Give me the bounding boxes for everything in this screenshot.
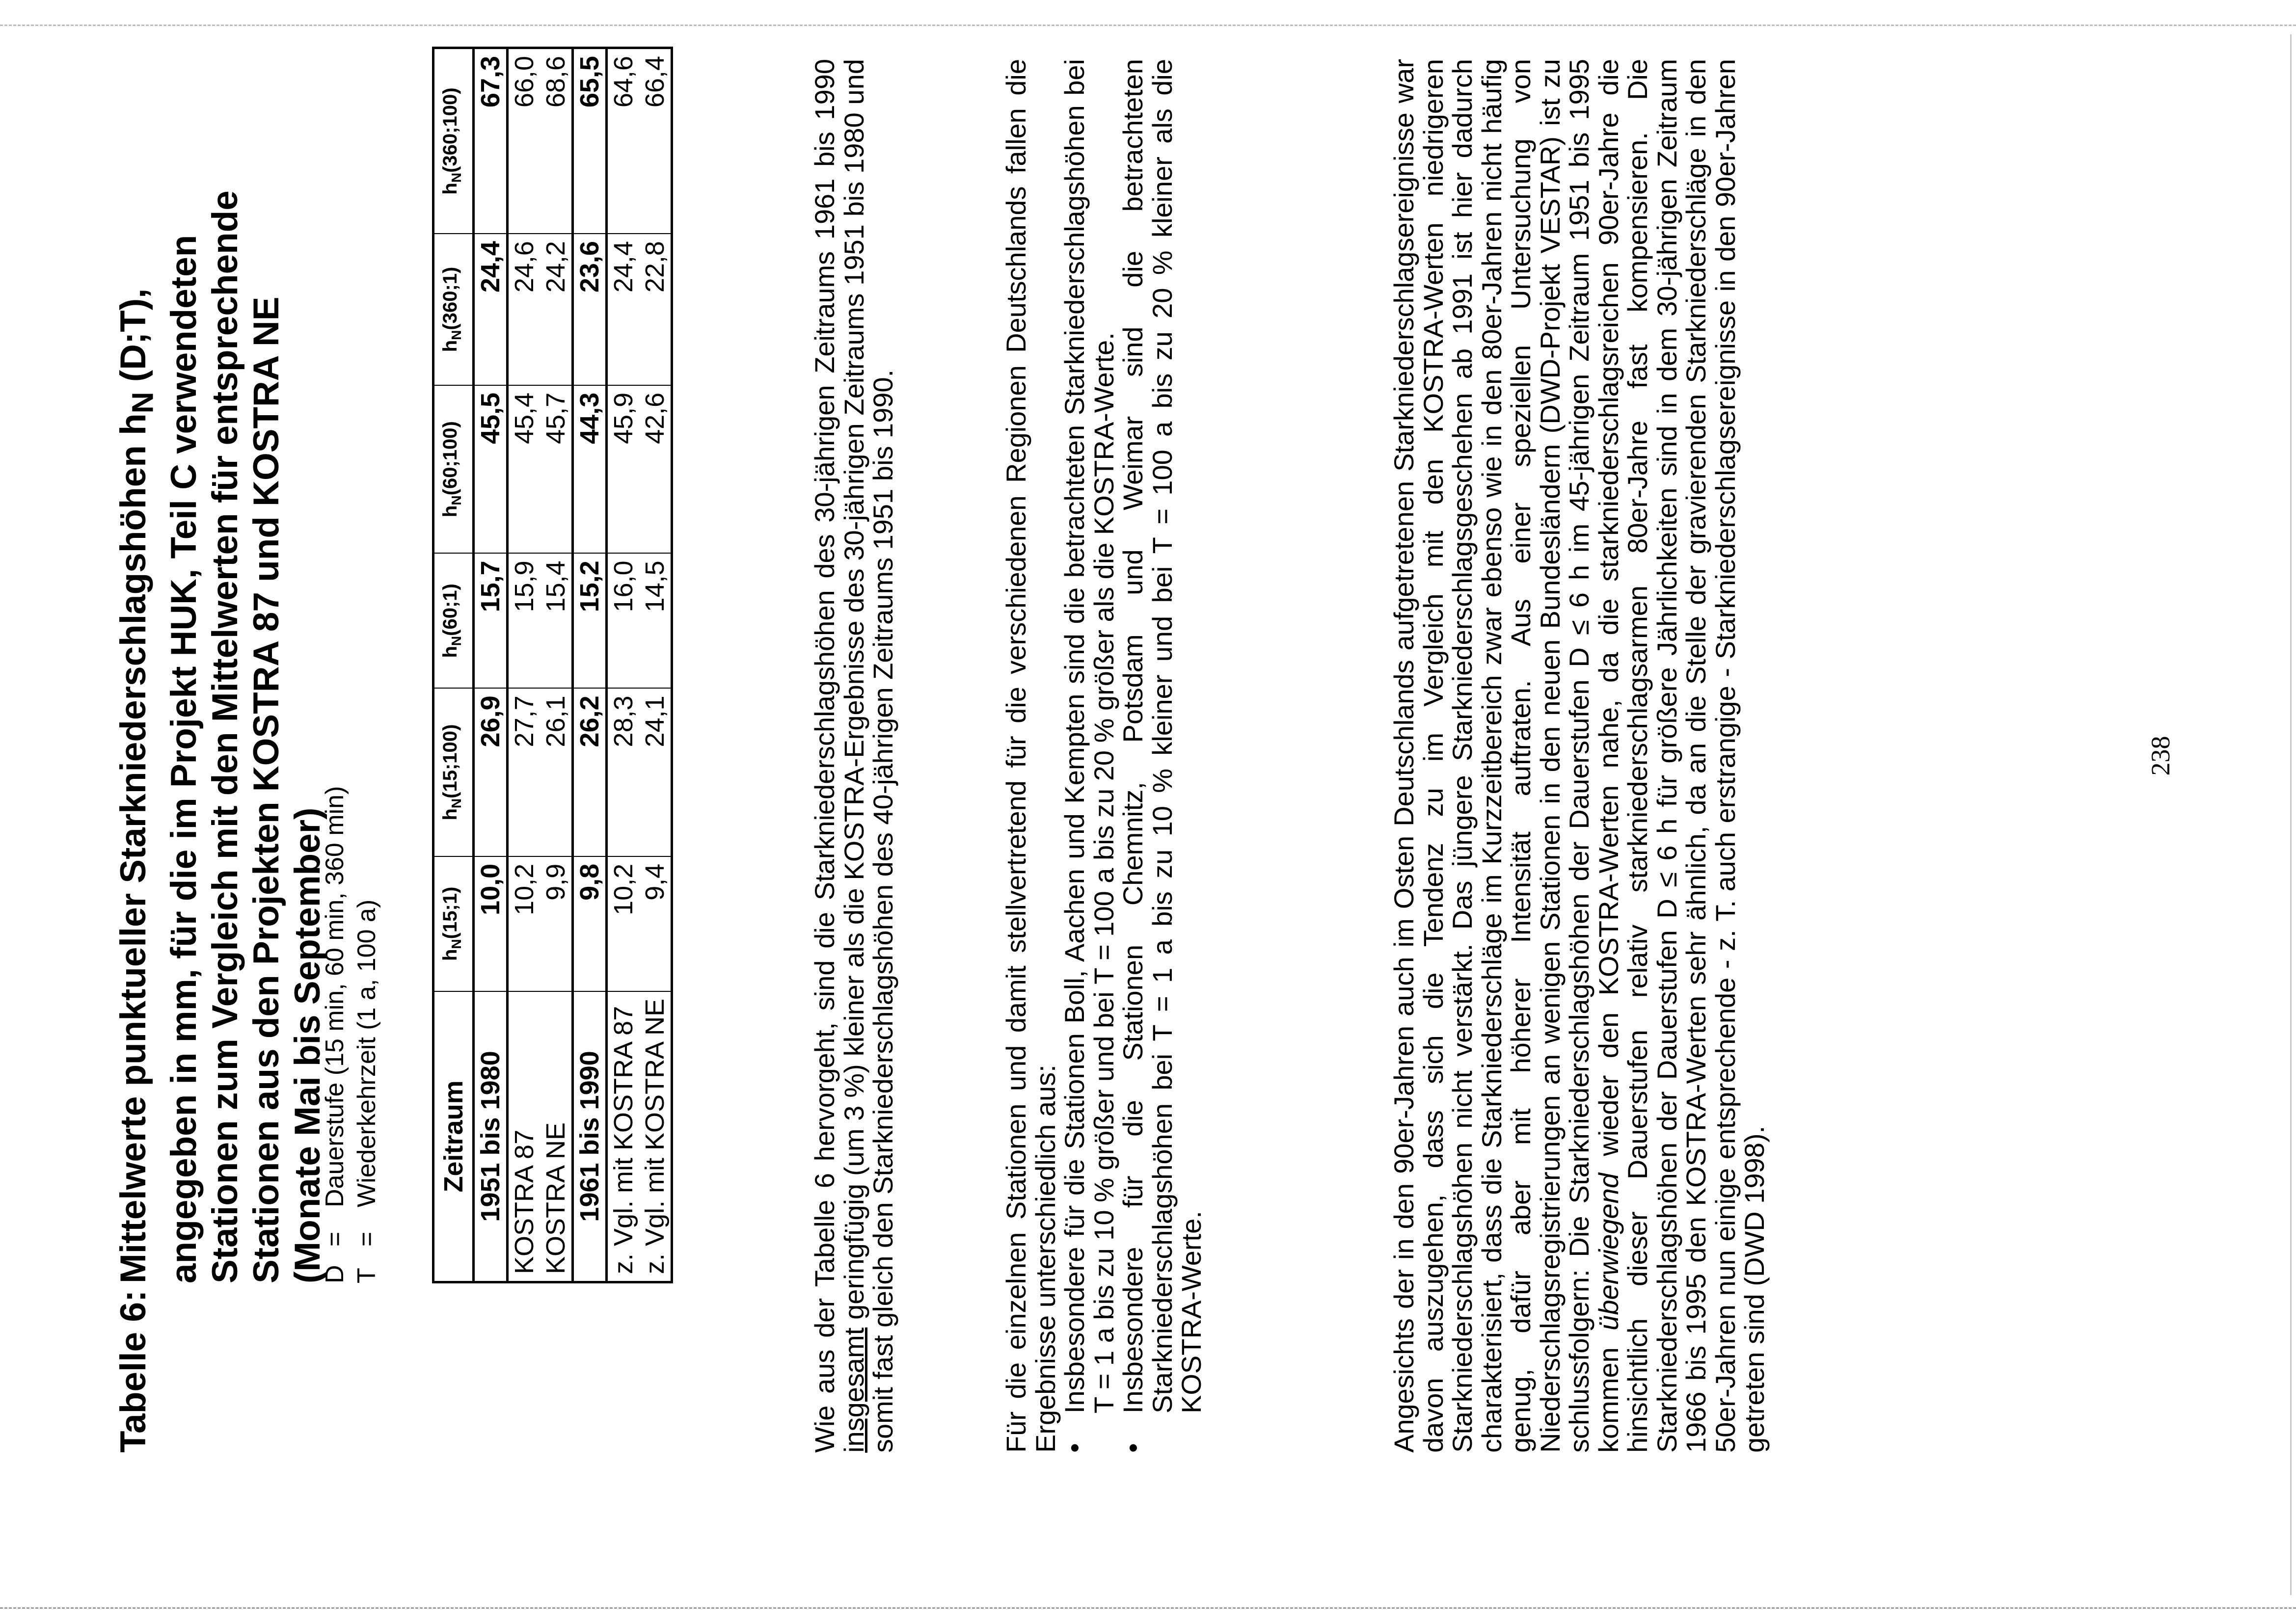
list-item: [1060, 59, 1118, 1453]
cell-value: 15,2: [573, 553, 607, 688]
cell-value: 14,5: [639, 553, 672, 688]
list-item: [1118, 59, 1206, 1453]
paragraph-text: Angesichts der in den 90er-Jahren auch im Osten Deutschlands aufgetretenen Starkniederschlagsereignisse war davon auszugehen, dass sich die Tendenz zu im Vergleich mit den KOSTRA-Werten niedrigeren Starkniederschlagshöhen nicht verstärkt. Das jüngere Starkniederschlagsgeschehen ab 1991 ist hier dadurch charakterisiert, dass die Starkniederschläge im Kurzzeitbereich zwar ebenso wie in den 80er-Jahren nicht häufig genug, dafür aber mit höherer Intensität auftraten. Aus einer speziellen Untersuchung von Niederschlagsregistrierungen an wenigen Stationen in den neuen Bundesländern (DWD-Projekt VESTAR) ist zu schlussfolgern: Die Starkniederschlagshöhen der Dauerstufen D ≤ 6 h im 45-jährigen Zeitraum 1951 bis 1995 kommen: [1388, 59, 1624, 1453]
header-column: $h_N(15;100)$: [433, 688, 474, 856]
cell-value: 15,7: [474, 553, 508, 688]
underlined-word: insgesamt: [838, 1327, 869, 1453]
table-row: [474, 48, 508, 1282]
cell-value: 10,2: [607, 856, 640, 991]
cell-value: 15,9: [508, 553, 540, 688]
paragraph-text: geringfügig (um 3 %) kleiner als die KOSTRA-Ergebnisse des 30-jährigen Zeitraums 1951 bis 1980 und somit fast gleich den Starkniederschlagshöhen des 40-jährigen Zeitraums 1951 bis 1990.: [838, 59, 898, 1453]
caption-text: [113, 177, 328, 1283]
caption-subscript: N: [126, 392, 160, 414]
paragraph-stations: [1001, 59, 1206, 1453]
table-caption: [113, 177, 328, 1453]
legend-row-t: [351, 786, 383, 1283]
cell-value: 9,8: [573, 856, 607, 991]
scan-line-bottom: [0, 1607, 2296, 1609]
cell-value: 10,0: [474, 856, 508, 991]
cell-value: 65,5: [573, 48, 607, 234]
cell-value: 16,0: [607, 553, 640, 688]
list-item-text: Insbesondere für die Stationen Chemnitz, Potsdam und Weimar sind die betrachteten Starkniederschlagshöhen bei T = 1 a bis zu 10 % kleiner und bei T = 100 a bis zu 20 % kleiner als die KOSTRA-Werte.: [1117, 59, 1207, 1413]
cell-period: z. Vgl. mit KOSTRA NE: [639, 991, 672, 1282]
cell-value: 24,6: [508, 234, 540, 385]
cell-value: 45,5: [474, 385, 508, 554]
caption-text-start: Mittelwerte punktueller Starkniederschlagshöhen h: [113, 413, 153, 1283]
scan-line-top: [0, 25, 2296, 26]
table-row: [540, 48, 573, 1282]
list-item-text: Insbesondere für die Stationen Boll, Aachen und Kempten sind die betrachteten Starkniederschlagshöhen bei T = 1 a bis zu 10 % größer und bei T = 100 a bis zu 20 % größer als die KOSTRA-Werte.: [1059, 59, 1119, 1413]
italic-word: überwiegend: [1593, 1173, 1624, 1330]
cell-value: 67,3: [474, 48, 508, 234]
legend-equals: =: [321, 1231, 349, 1247]
cell-value: 9,9: [540, 856, 573, 991]
cell-value: 66,0: [508, 48, 540, 234]
cell-value: 15,4: [540, 553, 573, 688]
header-column: $h_N(15;1)$: [433, 856, 474, 991]
cell-value: 26,2: [573, 688, 607, 856]
cell-value: 44,3: [573, 385, 607, 554]
table-header-row: [433, 48, 474, 1282]
cell-value: 42,6: [639, 385, 672, 554]
header-column: $h_N(360;1)$: [433, 234, 474, 385]
caption-text-rest: (D;T), angegeben in mm, für die im Projekt HUK, Teil C verwendeten Stationen zum Vergleich mit den Mittelwerten für entsprechende Stationen aus den Projekten KOSTRA 87 und KOSTRA NE (Monate Mai bis September): [113, 190, 327, 1283]
paragraph-text: Wie aus der Tabelle 6 hervorgeht, sind die Starkniederschlagshöhen des 30-jährigen Zeitraums 1961 bis 1990: [809, 59, 840, 1453]
cell-value: 45,4: [508, 385, 540, 554]
paragraph-summary: [810, 59, 898, 1453]
cell-period: 1961 bis 1990: [573, 991, 607, 1282]
cell-value: 24,4: [474, 234, 508, 385]
legend-equals: =: [352, 1231, 381, 1247]
table-row: [573, 48, 607, 1282]
legend-text: Dauerstufe (15 min, 60 min, 360 min): [321, 786, 349, 1207]
cell-period: 1951 bis 1980: [474, 991, 508, 1282]
header-column: $h_N(360;100)$: [433, 48, 474, 234]
cell-value: 10,2: [508, 856, 540, 991]
bullet-icon: •: [1117, 1443, 1148, 1453]
paragraph-east-germany: [1389, 59, 1769, 1453]
paragraph-intro: Für die einzelnen Stationen und damit stellvertretend für die verschiedenen Regionen Deutschlands fallen die Ergebnisse unterschiedlich aus:: [1000, 59, 1061, 1453]
page-number: 238: [2146, 736, 2175, 776]
header-column: $h_N(60;100)$: [433, 385, 474, 554]
cell-value: 24,4: [607, 234, 640, 385]
legend-key: T: [352, 1268, 381, 1283]
table-row: [607, 48, 640, 1282]
cell-value: 68,6: [540, 48, 573, 234]
cell-period: KOSTRA 87: [508, 991, 540, 1282]
bullet-list: [1060, 59, 1206, 1453]
paragraph-text: wieder den KOSTRA-Werten nahe, da die starkniederschlagsreichen 90er-Jahre die hinsichtlich dieser Dauerstufen relativ starkniederschlagsarmen 80er-Jahre fast kompensieren. Die Starkniederschlagshöhen der Dauerstufen D ≤ 6 h für größere Jährlichkeiten sind in dem 30-jährigen Zeitraum 1966 bis 1995 den KOSTRA-Werten sehr ähnlich, da an die Stelle der gravierenden Starkniederschläge in den 50er-Jahren nun einige entsprechende - z. T. auch erstrangige - Starkniederschlagsereignisse in den 90er-Jahren getreten sind (DWD 1998).: [1593, 59, 1770, 1453]
cell-value: 45,9: [607, 385, 640, 554]
table-row: [639, 48, 672, 1282]
cell-value: 28,3: [607, 688, 640, 856]
legend-text: Wiederkehrzeit (1 a, 100 a): [352, 899, 381, 1207]
cell-period: z. Vgl. mit KOSTRA 87: [607, 991, 640, 1282]
cell-value: 45,7: [540, 385, 573, 554]
rotated-page: [103, 56, 2263, 1453]
table-row: [508, 48, 540, 1282]
caption-label: Tabelle 6:: [113, 1290, 153, 1453]
cell-value: 66,4: [639, 48, 672, 234]
cell-value: 24,1: [639, 688, 672, 856]
header-column: $h_N(60;1)$: [433, 553, 474, 688]
cell-value: 64,6: [607, 48, 640, 234]
cell-value: 26,9: [474, 688, 508, 856]
cell-value: 23,6: [573, 234, 607, 385]
legend-row-d: [319, 786, 351, 1283]
scan-edge-right: [2290, 34, 2292, 1595]
legend-key: D: [321, 1265, 349, 1283]
cell-period: KOSTRA NE: [540, 991, 573, 1282]
cell-value: 22,8: [639, 234, 672, 385]
cell-value: 24,2: [540, 234, 573, 385]
data-table: [432, 47, 673, 1283]
legend: [319, 786, 383, 1283]
cell-value: 26,1: [540, 688, 573, 856]
header-zeitraum: Zeitraum: [433, 991, 474, 1282]
bullet-icon: •: [1059, 1443, 1090, 1453]
cell-value: 27,7: [508, 688, 540, 856]
cell-value: 9,4: [639, 856, 672, 991]
